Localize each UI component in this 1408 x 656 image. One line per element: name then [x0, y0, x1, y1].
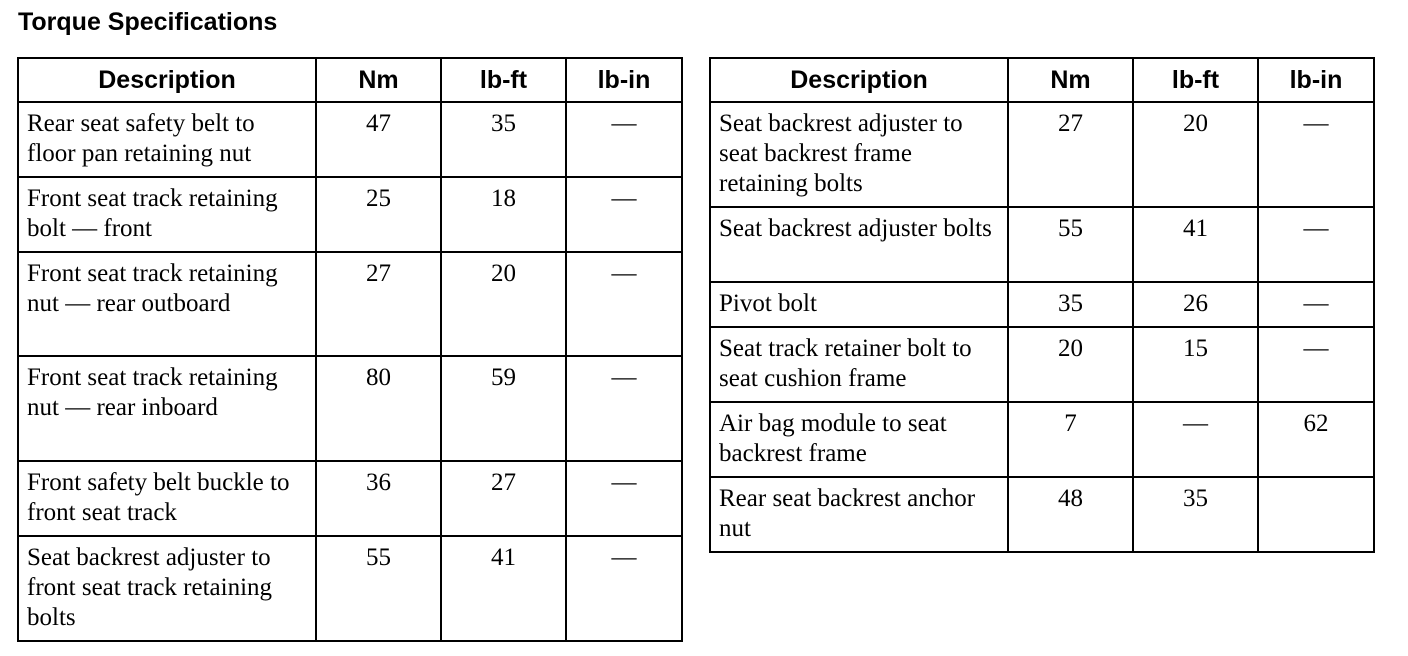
- cell-lb-ft: 59: [441, 356, 566, 461]
- cell-lb-ft: 35: [1133, 477, 1258, 552]
- header-description: Description: [18, 58, 316, 102]
- cell-lb-ft: 20: [1133, 102, 1258, 207]
- cell-nm: 55: [316, 536, 441, 641]
- cell-nm: 27: [316, 252, 441, 356]
- cell-lb-ft: 27: [441, 461, 566, 536]
- cell-nm: 47: [316, 102, 441, 177]
- cell-description: Front seat track retaining nut — rear outboard: [18, 252, 316, 356]
- cell-nm: 27: [1008, 102, 1133, 207]
- cell-lb-ft: 26: [1133, 282, 1258, 327]
- cell-nm: 20: [1008, 327, 1133, 402]
- cell-lb-ft: —: [1133, 402, 1258, 477]
- header-nm: Nm: [316, 58, 441, 102]
- cell-lb-in: —: [1258, 102, 1374, 207]
- torque-table-left: [17, 57, 683, 642]
- cell-description: Seat backrest adjuster to front seat track retaining bolts: [18, 536, 316, 641]
- cell-lb-ft: 41: [1133, 207, 1258, 282]
- torque-table-right: [709, 57, 1375, 553]
- table-row: [18, 536, 682, 641]
- cell-nm: 25: [316, 177, 441, 252]
- cell-description: Seat backrest adjuster bolts: [710, 207, 1008, 282]
- page-title: Torque Specifications: [18, 8, 278, 36]
- cell-lb-in: 62: [1258, 402, 1374, 477]
- cell-lb-in: [1258, 477, 1374, 552]
- table-row: [18, 356, 682, 461]
- cell-lb-in: —: [566, 536, 682, 641]
- header-nm: Nm: [1008, 58, 1133, 102]
- cell-nm: 80: [316, 356, 441, 461]
- cell-description: Front safety belt buckle to front seat track: [18, 461, 316, 536]
- table-row: [710, 207, 1374, 282]
- table-row: [710, 102, 1374, 207]
- cell-lb-ft: 41: [441, 536, 566, 641]
- table-row: [18, 252, 682, 356]
- cell-lb-ft: 35: [441, 102, 566, 177]
- cell-lb-in: —: [1258, 207, 1374, 282]
- cell-description: Rear seat backrest anchor nut: [710, 477, 1008, 552]
- table-row: [710, 402, 1374, 477]
- header-lb-ft: lb-ft: [1133, 58, 1258, 102]
- table-row: [710, 477, 1374, 552]
- cell-lb-in: —: [566, 356, 682, 461]
- cell-nm: 36: [316, 461, 441, 536]
- header-lb-in: lb-in: [1258, 58, 1374, 102]
- cell-nm: 55: [1008, 207, 1133, 282]
- cell-description: Seat track retainer bolt to seat cushion frame: [710, 327, 1008, 402]
- cell-description: Rear seat safety belt to floor pan retaining nut: [18, 102, 316, 177]
- table-row: [18, 102, 682, 177]
- table-row: [710, 282, 1374, 327]
- cell-description: Front seat track retaining nut — rear inboard: [18, 356, 316, 461]
- cell-lb-in: —: [1258, 327, 1374, 402]
- cell-lb-in: —: [1258, 282, 1374, 327]
- cell-nm: 48: [1008, 477, 1133, 552]
- cell-lb-in: —: [566, 252, 682, 356]
- cell-lb-in: —: [566, 461, 682, 536]
- table-row: [710, 327, 1374, 402]
- header-description: Description: [710, 58, 1008, 102]
- cell-lb-ft: 20: [441, 252, 566, 356]
- cell-nm: 35: [1008, 282, 1133, 327]
- cell-description: Pivot bolt: [710, 282, 1008, 327]
- table-row: [18, 461, 682, 536]
- header-lb-in: lb-in: [566, 58, 682, 102]
- table-row: [18, 177, 682, 252]
- cell-lb-ft: 15: [1133, 327, 1258, 402]
- cell-lb-in: —: [566, 102, 682, 177]
- table-header-row: [710, 58, 1374, 102]
- cell-lb-ft: 18: [441, 177, 566, 252]
- cell-lb-in: —: [566, 177, 682, 252]
- cell-description: Seat backrest adjuster to seat backrest frame retaining bolts: [710, 102, 1008, 207]
- cell-nm: 7: [1008, 402, 1133, 477]
- cell-description: Air bag module to seat backrest frame: [710, 402, 1008, 477]
- table-header-row: [18, 58, 682, 102]
- header-lb-ft: lb-ft: [441, 58, 566, 102]
- cell-description: Front seat track retaining bolt — front: [18, 177, 316, 252]
